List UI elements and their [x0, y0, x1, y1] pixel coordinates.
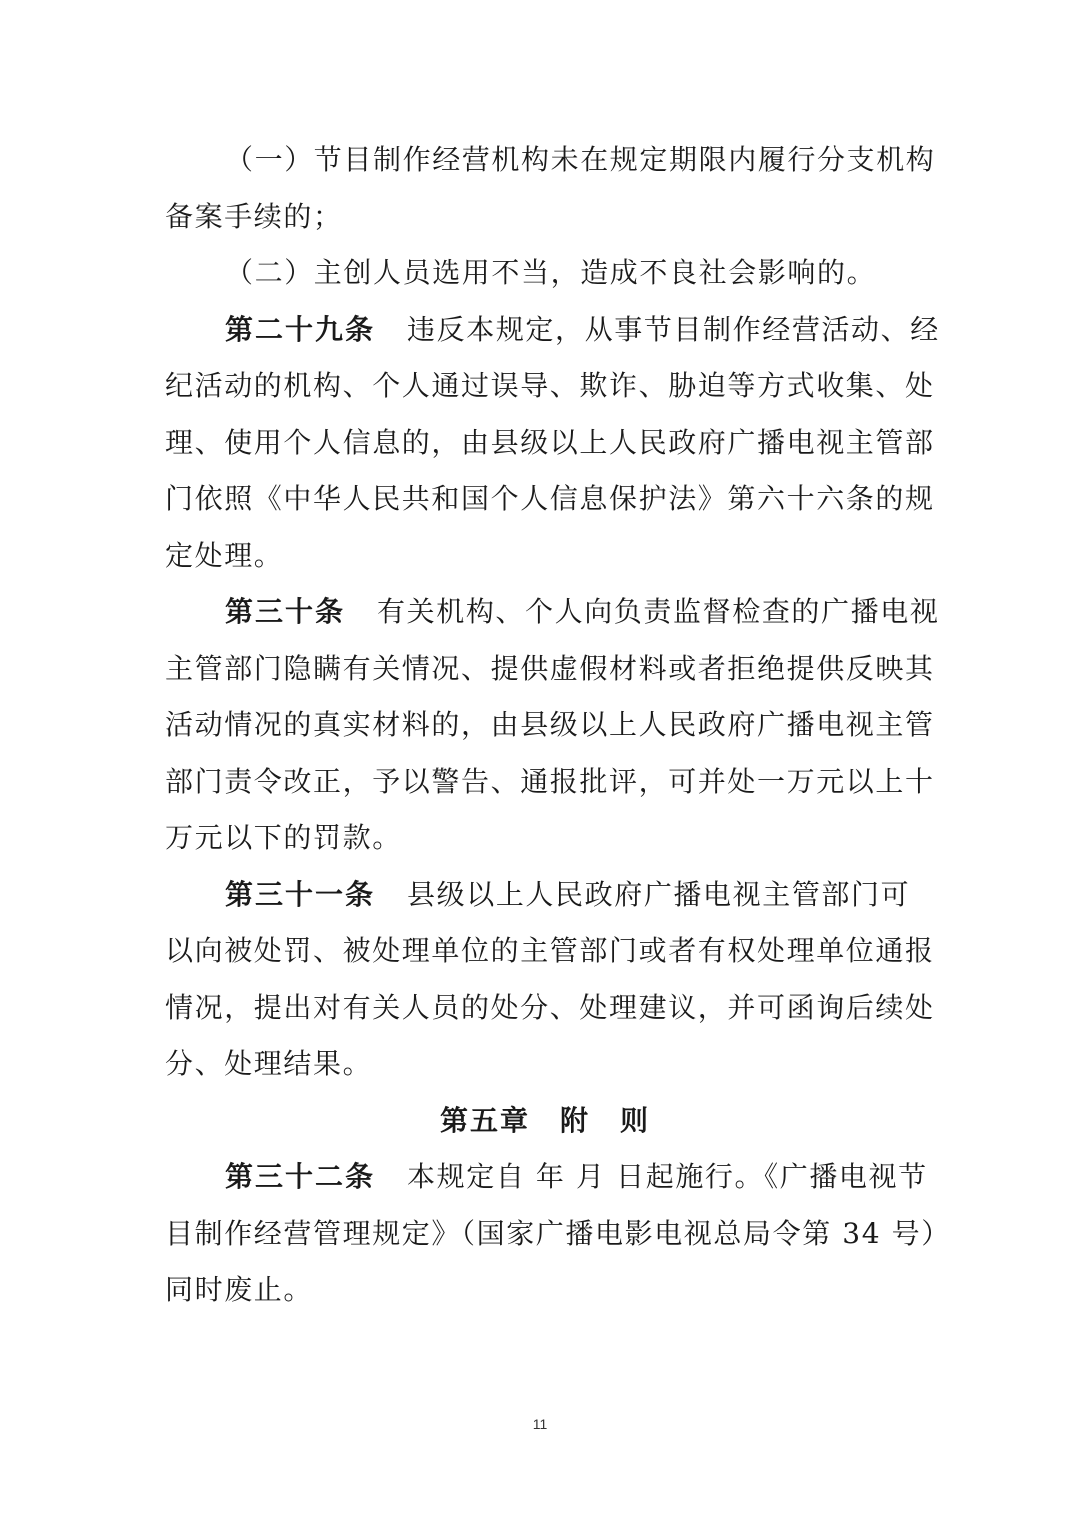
- paragraph-line: 万元以下的罚款。: [165, 821, 402, 854]
- article-29: [165, 302, 940, 585]
- paragraph-line: 部门责令改正，予以警告、通报批评，可并处一万元以上十: [165, 764, 935, 798]
- paragraph-line: 以向被处罚、被处理单位的主管部门或者有权处理单位通报: [165, 934, 935, 967]
- paragraph-line: 纪活动的机构、个人通过误导、欺诈、胁迫等方式收集、处: [165, 369, 935, 402]
- paragraph-line: （二）主创人员选用不当，造成不良社会影响的。: [225, 256, 877, 289]
- paragraph-line: 理、使用个人信息的，由县级以上人民政府广播电视主管部: [165, 425, 935, 459]
- paragraph-line: 定处理。: [165, 538, 284, 572]
- clause-paragraph-2: [165, 245, 917, 302]
- article-32: [165, 1149, 951, 1319]
- article-31: [165, 867, 935, 1093]
- paragraph-line: 本规定自 年 月 日起施行。《广播电视节: [407, 1160, 928, 1193]
- paragraph-line: 有关机构、个人向负责监督检查的广播电视: [377, 595, 940, 628]
- article-title: 第三十二条: [225, 1160, 376, 1193]
- paragraph-line: 主管部门隐瞒有关情况、提供虚假材料或者拒绝提供反映其: [165, 651, 935, 685]
- paragraph-line: 违反本规定，从事节目制作经营活动、经: [407, 312, 940, 346]
- paragraph-line: 备案手续的；: [165, 199, 343, 233]
- article-title: 第三十一条: [225, 877, 376, 911]
- paragraph-line: 门依照《中华人民共和国个人信息保护法》第六十六条的规: [165, 482, 935, 515]
- article-title: 第三十条: [225, 595, 346, 628]
- article-30: [165, 584, 940, 867]
- document-body: [165, 132, 951, 1319]
- paragraph-line: （一）节目制作经营机构未在规定期限内履行分支机构: [225, 143, 936, 176]
- paragraph-line: 同时废止。: [165, 1273, 314, 1306]
- paragraph-line: 目制作经营管理规定》（国家广播电影电视总局令第 34 号）: [165, 1216, 951, 1250]
- article-title: 第二十九条: [225, 312, 376, 346]
- paragraph-line: 情况，提出对有关人员的处分、处理建议，并可函询后续处: [165, 990, 935, 1024]
- paragraph-line: 活动情况的真实材料的，由县级以上人民政府广播电视主管: [165, 708, 935, 741]
- chapter-heading: 第五章 附 则: [439, 1103, 650, 1137]
- paragraph-line: 分、处理结果。: [165, 1047, 373, 1080]
- paragraph-line: 县级以上人民政府广播电视主管部门可: [407, 877, 911, 911]
- clause-paragraph-1: [165, 132, 936, 245]
- page-number: 11: [532, 1416, 548, 1432]
